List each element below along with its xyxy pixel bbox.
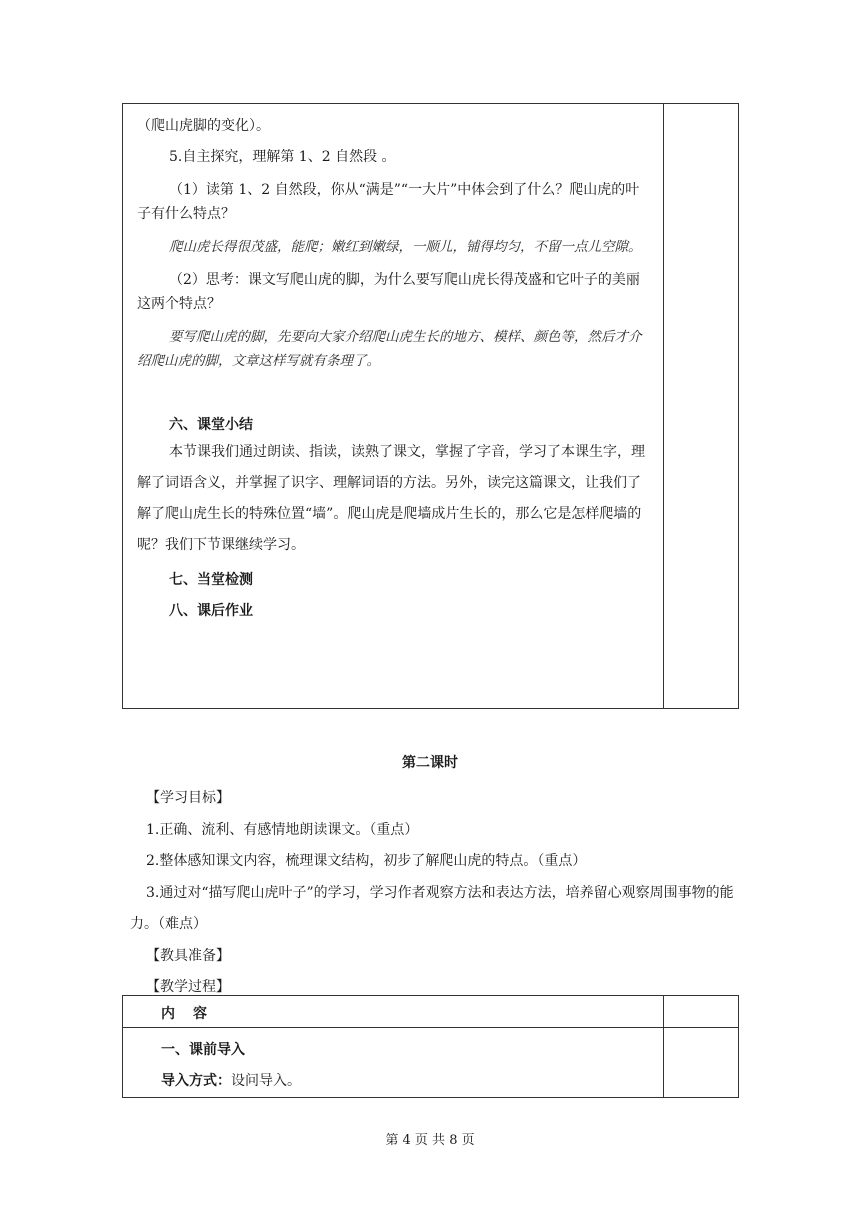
section-title: 第二课时 [402, 755, 458, 771]
header-cell [123, 996, 664, 1028]
goal-item: 1.正确、流利、有感情地朗读课文。（重点） [146, 821, 419, 838]
tools-label: 【教具准备】 [146, 947, 230, 964]
text-line: （爬山虎脚的变化）。 [137, 118, 270, 134]
lesson-table-continued [122, 103, 739, 709]
question-line: （1）读第 1、2 自然段，你从“满是”“一大片”中体会到了什么？爬山虎的叶子有什么特点？ [137, 182, 640, 222]
content-cell [123, 104, 664, 709]
answer-line: 要写爬山虎的脚，先要向大家介绍爬山虎生长的地方、模样、颜色等，然后才介绍爬山虎的脚，文章这样写就有条理了。 [137, 329, 642, 369]
question-line: （2）思考：课文写爬山虎的脚，为什么要写爬山虎长得茂盛和它叶子的美丽这两个特点？ [137, 272, 640, 312]
notes-cell [664, 104, 739, 709]
header-label-a: 内 [161, 1006, 175, 1022]
header-notes-cell [664, 996, 739, 1028]
step-heading: 一、课前导入 [161, 1042, 245, 1058]
header-label-b: 容 [193, 1006, 207, 1022]
summary-paragraph: 本节课我们通过朗读、指读，读熟了课文，掌握了字音，学习了本课生字，理解了词语含义，并掌握了识字、理解词语的方法。另外，读完这篇课文，让我们了解了爬山虎生长的特殊位置“墙”。爬山虎是爬墙成片生长的，那么它是怎样爬墙的呢？我们下节课继续学习。 [137, 444, 645, 553]
process-label: 【教学过程】 [146, 979, 230, 995]
goals-label: 【学习目标】 [146, 790, 230, 806]
section-heading: 六、课堂小结 [169, 417, 253, 433]
answer-line: 爬山虎长得很茂盛，能爬；嫩红到嫩绿，一顺儿，铺得均匀，不留一点儿空隙。 [169, 239, 642, 255]
text-line: 5.自主探究，理解第 1、2 自然段 。 [169, 149, 396, 165]
content-cell [123, 1028, 664, 1098]
section-heading: 七、当堂检测 [169, 572, 253, 588]
lesson-goals [130, 783, 738, 1004]
goal-item: 2.整体感知课文内容，梳理课文结构，初步了解爬山虎的特点。（重点） [146, 853, 587, 869]
page-footer: 第 4 页 共 8 页 [385, 1133, 475, 1148]
notes-cell [664, 1028, 739, 1098]
teaching-process-table [122, 995, 739, 1098]
method-label: 导入方式： [161, 1073, 231, 1089]
goal-item: 3.通过对“描写爬山虎叶子”的学习，学习作者观察方法和表达方法，培养留心观察周围事物的能力。（难点） [130, 884, 734, 932]
section-heading: 八、课后作业 [169, 603, 253, 619]
method-value: 设问导入。 [231, 1073, 301, 1089]
